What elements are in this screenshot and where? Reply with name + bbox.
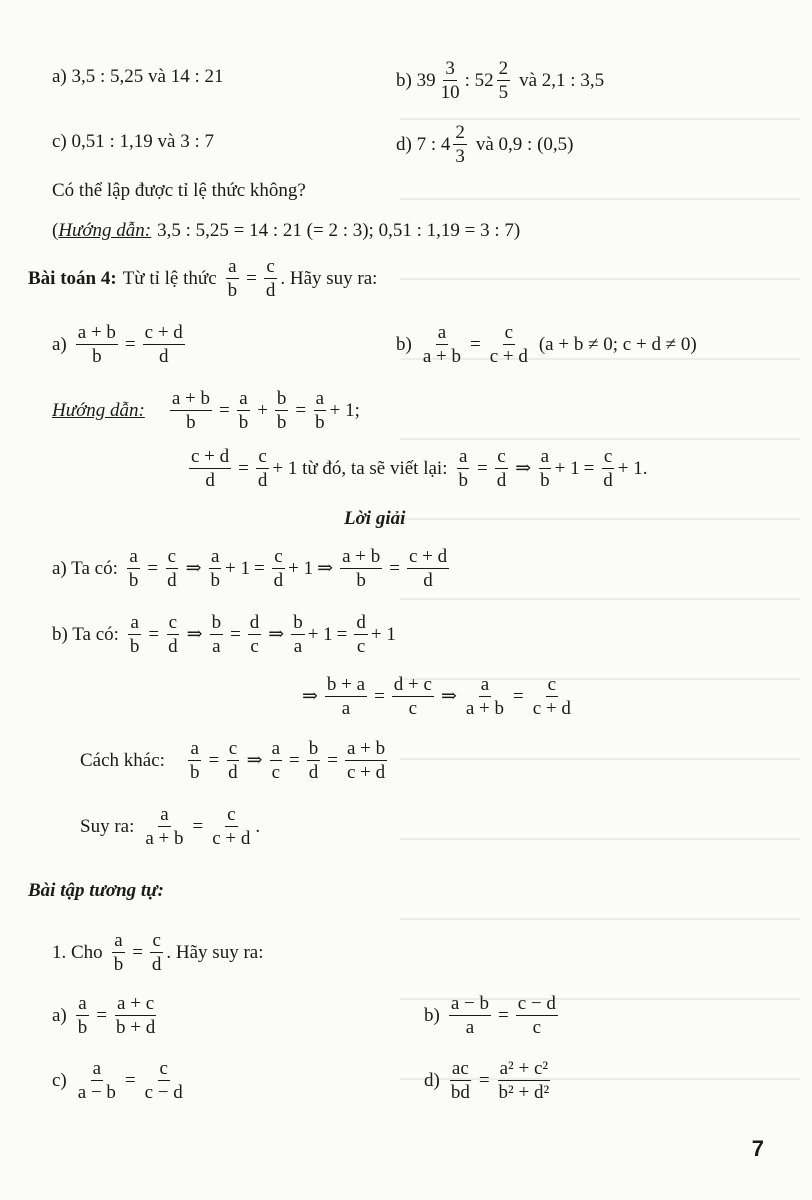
exercise-hint: ( Hướng dẫn: 3,5 : 5,25 = 14 : 21 (= 2 : 3); 0,51 : 1,19 = 3 : 7) [52,220,521,241]
problem4-statement: Bài toán 4: Từ tỉ lệ thức $\frac{a}{b}$ = $\frac{c}{d}$ . Hãy suy ra: [28,256,378,302]
fraction: $\frac{2}{3}$ [455,122,465,168]
exercise-question: Có thể lập được tỉ lệ thức không? [52,180,306,201]
similar-part-a: a) $\frac{a}{b}$ = $\frac{a + c}{b + d}$ [52,993,156,1039]
solution-conclusion: Suy ra: $\frac{a}{a + b}$ = $\frac{c}{c + d}$ . [80,804,261,850]
problem4-hint-line1: Hướng dẫn: $\frac{a + b}{b}$ = $\frac{a}{b}$ + $\frac{b}{b}$ = $\frac{a}{b}$ + 1 ; [52,388,360,434]
exercise-a: a) 3,5 : 5,25 và 14 : 21 [52,66,224,87]
problem4-part-b: b) $\frac{a}{a + b}$ = $\frac{c}{c + d}$ (a + b ≠ 0; c + d ≠ 0) [396,322,697,368]
exercise-b: b) 39 $\frac{3}{10}$ : 52 $\frac{2}{5}$ và 2,1 : 3,5 [396,58,605,104]
similar-exercises-title: Bài tập tương tự: [28,880,164,901]
page-number: 7 [751,1136,764,1161]
fraction: $\frac{3}{10}$ [440,58,460,104]
fraction: $\frac{2}{5}$ [498,58,509,104]
problem4-hint-line2: $\frac{c + d}{d}$ = $\frac{c}{d}$ + 1 từ đó, ta sẽ viết lại: $\frac{a}{b}$ = $\frac{c}{d}$ ⇒ $\frac{a}{b}$ + 1 = $\frac{c}{d}$ + 1. [191,446,648,492]
similar-part-d: d) $\frac{ac}{bd}$ = $\frac{\text{a² + c²}}{\text{b² + d²}}$ [424,1058,550,1104]
solution-part-b-line1: b) Ta có: $\frac{a}{b}$ = $\frac{c}{d}$ ⇒ $\frac{b}{a}$ = $\frac{d}{c}$ ⇒ $\frac{b}{a}$ + 1 = $\frac{d}{c}$ + 1 [52,612,396,658]
similar-part-b: b) $\frac{a - b}{a}$ = $\frac{c - d}{c}$ [424,993,556,1039]
similar-item-1: 1. Cho $\frac{a}{b}$ = $\frac{c}{d}$ . Hãy suy ra: [52,930,264,976]
exercise-c: c) 0,51 : 1,19 và 3 : 7 [52,131,215,152]
bleed-through-texture [400,60,800,1120]
solution-title: Lời giải [344,508,406,529]
solution-alternative: Cách khác: $\frac{a}{b}$ = $\frac{c}{d}$ ⇒ $\frac{a}{c}$ = $\frac{b}{d}$ = $\frac{a + b}{c + d}$ [80,738,386,784]
similar-part-c: c) $\frac{a}{a - b}$ = $\frac{c}{c - d}$ [52,1058,183,1104]
solution-part-b-line2: ⇒ $\frac{b + a}{a}$ = $\frac{d + c}{c}$ ⇒ $\frac{a}{a + b}$ = $\frac{c}{c + d}$ [302,674,571,720]
exercise-d: d) 7 : 4 $\frac{2}{3}$ và 0,9 : (0,5) [396,122,574,168]
problem4-part-a: a) $\frac{a + b}{b}$ = $\frac{c + d}{d}$ [52,322,183,368]
solution-part-a: a) Ta có: $\frac{a}{b}$ = $\frac{c}{d}$ ⇒ $\frac{a}{b}$ + 1 = $\frac{c}{d}$ + 1 ⇒ $\frac{a + b}{b}$ = $\frac{c + d}{d}$ [52,546,448,592]
